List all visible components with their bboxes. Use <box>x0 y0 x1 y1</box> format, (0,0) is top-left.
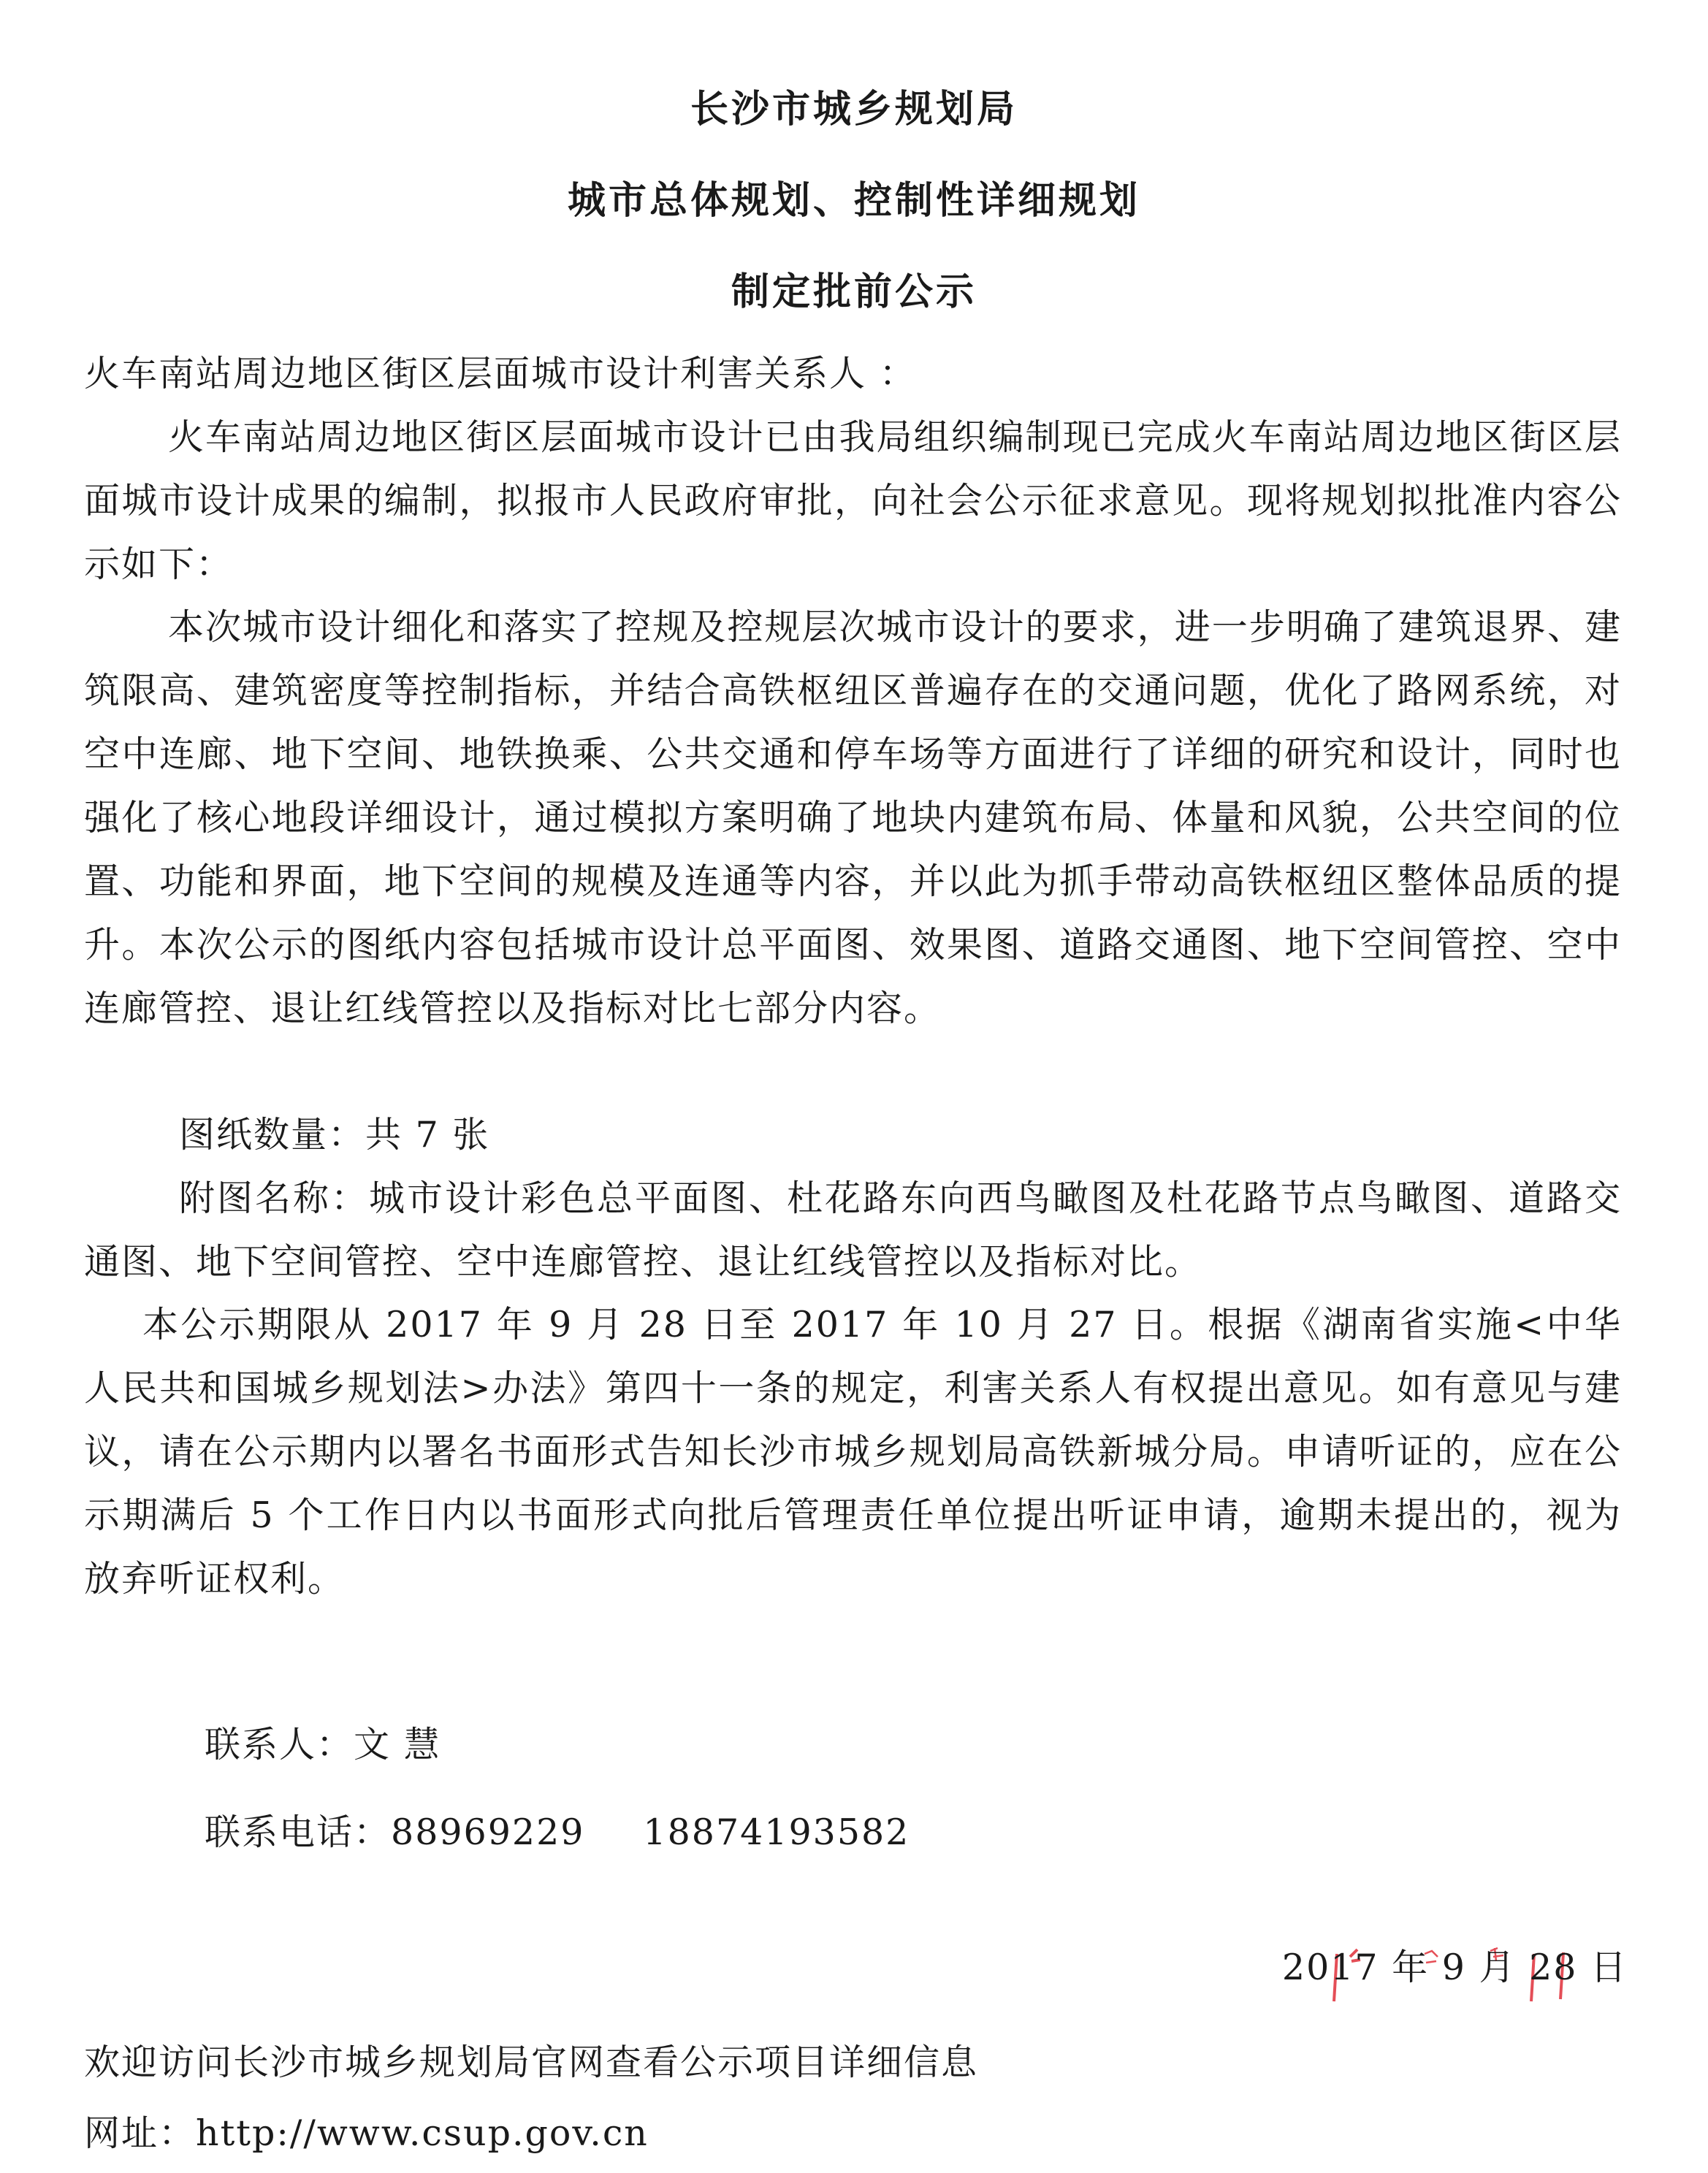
website <box>84 2101 649 2165</box>
drawing-count: 图纸数量：共 7 张 <box>179 1114 490 1156</box>
title-line-3: 制定批前公示 <box>731 270 977 314</box>
paragraph-design-content: 本次城市设计细化和落实了控规及控规层次城市设计的要求，进一步明确了建筑退界、建筑限高、建筑密度等控制指标，并结合高铁枢纽区普遍存在的交通问题，优化了路网系统，对空中连廊、地下空间、地铁换乘、公共交通和停车场等方面进行了详细的研究和设计，同时也强化了核心地段详细设计，通过模拟方案明确了地块内建筑布局、体量和风貌，公共空间的位置、功能和界面，地下空间的规模及连通等内容，并以此为抓手带动高铁枢纽区整体品质的提升。本次公示的图纸内容包括城市设计总平面图、效果图、道路交通图、地下空间管控、空中连廊管控、退让红线管控以及指标对比七部分内容。 <box>84 606 1622 1029</box>
addressee: 火车南站周边地区街区层面城市设计利害关系人 ： <box>84 353 917 394</box>
contact-phone <box>205 1800 910 1864</box>
paragraph-intro: 火车南站周边地区街区层面城市设计已由我局组织编制现已完成火车南站周边地区街区层面城市设计成果的编制，拟报市人民政府审批，向社会公示征求意见。现将规划拟批准内容公示如下： <box>84 416 1622 585</box>
attachment-names: 附图名称：城市设计彩色总平面图、杜花路东向西鸟瞰图及杜花路节点鸟瞰图、道路交通图、地下空间管控、空中连廊管控、退让红线管控以及指标对比。 <box>84 1177 1622 1283</box>
visit-website-note: 欢迎访问长沙市城乡规划局官网查看公示项目详细信息 <box>84 2042 979 2083</box>
title-line-1: 长沙市城乡规划局 <box>690 88 1018 131</box>
contact-person-name: 文 慧 <box>354 1724 441 1765</box>
contact-phone-1: 88969229 <box>391 1811 585 1853</box>
title-line-2: 城市总体规划、控制性详细规划 <box>567 179 1140 223</box>
paragraph-publicity-period: 本公示期限从 2017 年 9 月 28 日至 2017 年 10 月 27 日。根据《湖南省实施<中华人民共和国城乡规划法>办法》第四十一条的规定，利害关系人有权提出意见。如有意见与建议，请在公示期内以署名书面形式告知长沙市城乡规划局高铁新城分局。申请听证的，应在公示期满后 5 个工作日内以书面形式向批后管理责任单位提出听证申请，逾期未提出的，视为放弃听证权利。 <box>84 1304 1622 1600</box>
contact-phone-2: 18874193582 <box>643 1811 910 1853</box>
issue-date: 2017 年 9 月 28 日 <box>1281 1947 1628 1988</box>
website-label: 网址： <box>84 2112 197 2154</box>
contact-phone-label: 联系电话： <box>205 1811 392 1853</box>
contact-person-label: 联系人： <box>205 1724 354 1765</box>
website-url[interactable]: http://www.csup.gov.cn <box>196 2112 649 2154</box>
contact-person <box>205 1713 441 1776</box>
